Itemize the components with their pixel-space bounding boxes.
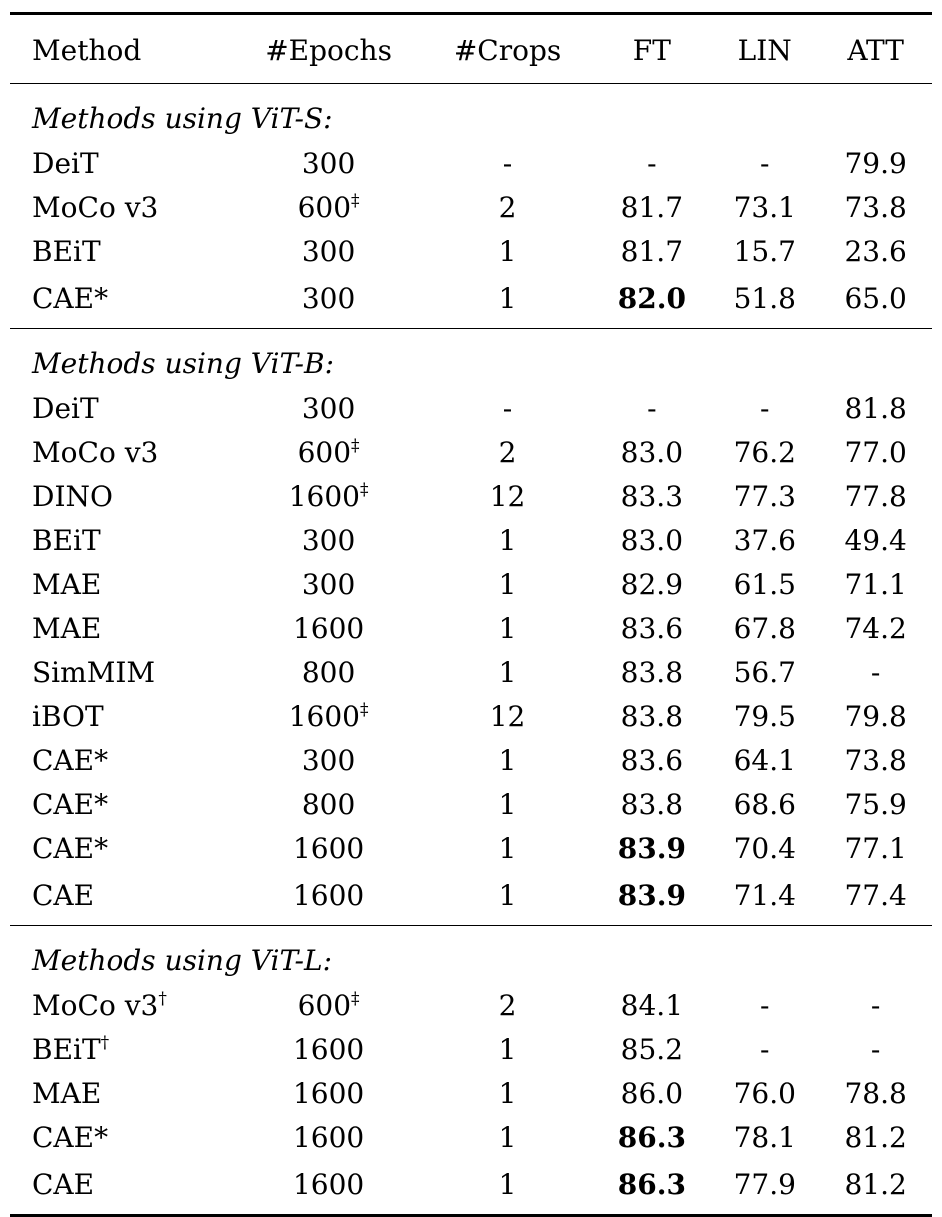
results-table-container: [10, 12, 932, 1217]
cell-method: [10, 431, 236, 475]
table-row: [10, 871, 932, 926]
epochs-value: 1600: [292, 1033, 365, 1066]
cell-lin: -: [760, 1033, 770, 1066]
section-heading-row: [10, 926, 932, 985]
cell-lin: 15.7: [733, 235, 796, 268]
epochs-value: 300: [301, 392, 356, 425]
epochs-footnote-mark: ‡: [351, 436, 360, 456]
cell-method: [10, 1072, 236, 1116]
epochs-value: 800: [301, 788, 356, 821]
cell-crops: 1: [498, 568, 517, 601]
cell-crops: 12: [489, 700, 526, 733]
cell-lin: 51.8: [733, 282, 796, 315]
table-row: [10, 142, 932, 186]
cell-method: [10, 827, 236, 871]
cell-lin: 73.1: [733, 191, 796, 224]
table-row: [10, 739, 932, 783]
epochs-footnote-mark: ‡: [359, 700, 369, 720]
table-row: [10, 563, 932, 607]
cell-att: -: [870, 989, 881, 1022]
epochs-value: 300: [301, 744, 356, 777]
cell-crops: 1: [498, 788, 517, 821]
cell-crops: 2: [498, 989, 517, 1022]
cell-crops: 1: [498, 656, 517, 689]
cell-lin: -: [760, 989, 770, 1022]
results-table: [10, 12, 932, 1217]
table-row: [10, 984, 932, 1028]
cell-lin: 76.2: [733, 436, 796, 469]
column-header-method: Method: [32, 34, 142, 67]
cell-method: [10, 1116, 236, 1160]
cell-att: 73.8: [844, 191, 907, 224]
cell-crops: 1: [498, 1121, 517, 1154]
section-title: Methods using ViT-S:: [32, 102, 333, 135]
table-row: [10, 519, 932, 563]
cell-method: [10, 871, 236, 926]
table-row: [10, 387, 932, 431]
method-name: DeiT: [32, 147, 99, 180]
cell-lin: 64.1: [733, 744, 796, 777]
table-row: [10, 651, 932, 695]
cell-method: [10, 563, 236, 607]
table-row: [10, 475, 932, 519]
cell-att: 78.8: [844, 1077, 907, 1110]
cell-method: [10, 274, 236, 329]
cell-ft: 81.7: [620, 235, 684, 268]
cell-ft: 83.6: [620, 612, 684, 645]
cell-lin: 56.7: [733, 656, 796, 689]
epochs-value: 1600: [292, 1077, 365, 1110]
cell-epochs: [236, 230, 422, 274]
cell-att: 75.9: [844, 788, 907, 821]
epochs-footnote-mark: ‡: [351, 989, 360, 1009]
cell-ft: 84.1: [620, 989, 684, 1022]
cell-ft: 86.0: [620, 1077, 684, 1110]
method-name: CAE*: [32, 1121, 109, 1154]
cell-epochs: [236, 695, 422, 739]
cell-ft: 83.0: [620, 524, 684, 557]
epochs-footnote-mark: ‡: [359, 480, 369, 500]
cell-lin: 79.5: [733, 700, 796, 733]
cell-crops: 2: [498, 191, 517, 224]
cell-att: 73.8: [844, 744, 907, 777]
cell-lin: 71.4: [733, 879, 796, 912]
cell-att: 77.8: [844, 480, 907, 513]
epochs-value: 600: [297, 191, 352, 224]
column-header-ft: FT: [632, 34, 671, 67]
cell-att: 49.4: [844, 524, 907, 557]
cell-lin: 77.9: [733, 1168, 796, 1201]
method-name: CAE: [32, 879, 95, 912]
cell-method: [10, 651, 236, 695]
cell-crops: 1: [498, 612, 517, 645]
epochs-value: 1600: [292, 1168, 365, 1201]
method-footnote-mark: †: [158, 989, 167, 1009]
epochs-value: 1600: [288, 480, 360, 513]
epochs-value: 1600: [292, 612, 365, 645]
cell-crops: -: [502, 392, 513, 425]
method-name: CAE*: [32, 282, 109, 315]
cell-crops: 1: [498, 235, 517, 268]
cell-epochs: [236, 186, 422, 230]
cell-ft: 86.3: [617, 1121, 686, 1154]
method-name: DINO: [32, 480, 113, 513]
epochs-value: 300: [301, 235, 356, 268]
method-name: iBOT: [32, 700, 104, 733]
cell-method: [10, 739, 236, 783]
cell-ft: -: [647, 147, 657, 180]
cell-epochs: [236, 274, 422, 329]
cell-epochs: [236, 387, 422, 431]
cell-method: [10, 186, 236, 230]
cell-method: [10, 984, 236, 1028]
cell-ft: 83.0: [620, 436, 684, 469]
method-name: SimMIM: [32, 656, 156, 689]
table-row: [10, 607, 932, 651]
cell-lin: 78.1: [733, 1121, 796, 1154]
section-title: Methods using ViT-L:: [32, 944, 333, 977]
cell-att: 74.2: [844, 612, 907, 645]
method-name: MoCo v3: [32, 191, 159, 224]
table-row: [10, 1160, 932, 1216]
cell-crops: 1: [498, 1077, 517, 1110]
method-name: DeiT: [32, 392, 99, 425]
method-name: MAE: [32, 1077, 102, 1110]
cell-epochs: [236, 1116, 422, 1160]
cell-method: [10, 519, 236, 563]
cell-epochs: [236, 827, 422, 871]
cell-crops: 2: [498, 436, 517, 469]
cell-method: [10, 1028, 236, 1072]
cell-epochs: [236, 783, 422, 827]
cell-lin: -: [760, 147, 770, 180]
cell-crops: 1: [498, 879, 517, 912]
cell-epochs: [236, 1160, 422, 1216]
cell-method: [10, 475, 236, 519]
cell-method: [10, 230, 236, 274]
section-heading-row: [10, 84, 932, 143]
table-row: [10, 695, 932, 739]
cell-method: [10, 607, 236, 651]
cell-att: 81.8: [844, 392, 907, 425]
table-row: [10, 186, 932, 230]
cell-epochs: [236, 142, 422, 186]
epochs-value: 600: [297, 989, 352, 1022]
table-row: [10, 274, 932, 329]
cell-method: [10, 387, 236, 431]
column-header-crops: #Crops: [453, 34, 562, 67]
cell-crops: 1: [498, 1168, 517, 1201]
epochs-value: 300: [301, 524, 356, 557]
cell-epochs: [236, 1028, 422, 1072]
cell-lin: 68.6: [733, 788, 796, 821]
method-name: MAE: [32, 612, 102, 645]
method-name: BEiT: [32, 1033, 101, 1066]
column-header-epochs: #Epochs: [265, 34, 392, 67]
cell-ft: 85.2: [620, 1033, 684, 1066]
cell-att: 71.1: [844, 568, 907, 601]
cell-att: 65.0: [844, 282, 907, 315]
cell-epochs: [236, 607, 422, 651]
method-name: CAE*: [32, 744, 109, 777]
table-header-row: [10, 14, 932, 84]
cell-epochs: [236, 739, 422, 783]
cell-epochs: [236, 984, 422, 1028]
cell-lin: -: [760, 392, 770, 425]
epochs-value: 1600: [288, 700, 360, 733]
method-name: BEiT: [32, 524, 101, 557]
cell-epochs: [236, 871, 422, 926]
column-header-att: ATT: [847, 34, 904, 67]
cell-crops: 1: [498, 832, 517, 865]
cell-method: [10, 1160, 236, 1216]
cell-crops: -: [502, 147, 513, 180]
epochs-value: 800: [301, 656, 356, 689]
method-name: BEiT: [32, 235, 101, 268]
method-name: MoCo v3: [32, 989, 159, 1022]
cell-ft: 81.7: [620, 191, 684, 224]
cell-epochs: [236, 475, 422, 519]
table-row: [10, 1028, 932, 1072]
cell-att: 77.0: [844, 436, 907, 469]
cell-att: 79.9: [844, 147, 907, 180]
cell-ft: 86.3: [617, 1168, 686, 1201]
method-name: CAE: [32, 1168, 95, 1201]
cell-att: -: [870, 656, 881, 689]
cell-ft: 83.8: [620, 656, 684, 689]
cell-ft: 83.8: [620, 700, 684, 733]
cell-epochs: [236, 563, 422, 607]
epochs-footnote-mark: ‡: [351, 191, 360, 211]
table-row: [10, 1116, 932, 1160]
cell-crops: 1: [498, 282, 517, 315]
table-body: [10, 84, 932, 1216]
table-row: [10, 827, 932, 871]
cell-att: 79.8: [844, 700, 907, 733]
epochs-value: 300: [301, 282, 356, 315]
method-name: CAE*: [32, 832, 109, 865]
epochs-value: 600: [297, 436, 352, 469]
cell-att: 81.2: [844, 1121, 907, 1154]
cell-ft: 83.9: [617, 879, 686, 912]
cell-ft: -: [647, 392, 657, 425]
cell-att: 81.2: [844, 1168, 907, 1201]
cell-crops: 1: [498, 524, 517, 557]
method-name: MAE: [32, 568, 102, 601]
cell-crops: 1: [498, 1033, 517, 1066]
cell-ft: 83.6: [620, 744, 684, 777]
cell-method: [10, 783, 236, 827]
cell-epochs: [236, 431, 422, 475]
method-name: MoCo v3: [32, 436, 159, 469]
epochs-value: 1600: [292, 879, 365, 912]
cell-lin: 67.8: [733, 612, 796, 645]
cell-lin: 77.3: [733, 480, 796, 513]
cell-att: 23.6: [844, 235, 907, 268]
cell-crops: 12: [489, 480, 526, 513]
table-row: [10, 230, 932, 274]
epochs-value: 300: [301, 568, 356, 601]
cell-att: 77.4: [844, 879, 907, 912]
section-title: Methods using ViT-B:: [32, 347, 335, 380]
cell-att: 77.1: [844, 832, 907, 865]
cell-att: -: [870, 1033, 881, 1066]
cell-lin: 76.0: [733, 1077, 796, 1110]
cell-epochs: [236, 1072, 422, 1116]
cell-lin: 70.4: [733, 832, 796, 865]
cell-ft: 82.0: [617, 282, 686, 315]
table-row: [10, 431, 932, 475]
cell-ft: 83.8: [620, 788, 684, 821]
cell-crops: 1: [498, 744, 517, 777]
cell-ft: 83.9: [617, 832, 686, 865]
epochs-value: 1600: [292, 832, 365, 865]
cell-epochs: [236, 651, 422, 695]
cell-ft: 82.9: [620, 568, 684, 601]
epochs-value: 1600: [292, 1121, 365, 1154]
cell-lin: 37.6: [733, 524, 796, 557]
cell-epochs: [236, 519, 422, 563]
table-row: [10, 1072, 932, 1116]
method-name: CAE*: [32, 788, 109, 821]
cell-method: [10, 142, 236, 186]
epochs-value: 300: [301, 147, 356, 180]
cell-ft: 83.3: [620, 480, 684, 513]
column-header-lin: LIN: [737, 34, 792, 67]
table-row: [10, 783, 932, 827]
cell-method: [10, 695, 236, 739]
section-heading-row: [10, 329, 932, 388]
method-footnote-mark: †: [100, 1033, 110, 1053]
cell-lin: 61.5: [733, 568, 796, 601]
